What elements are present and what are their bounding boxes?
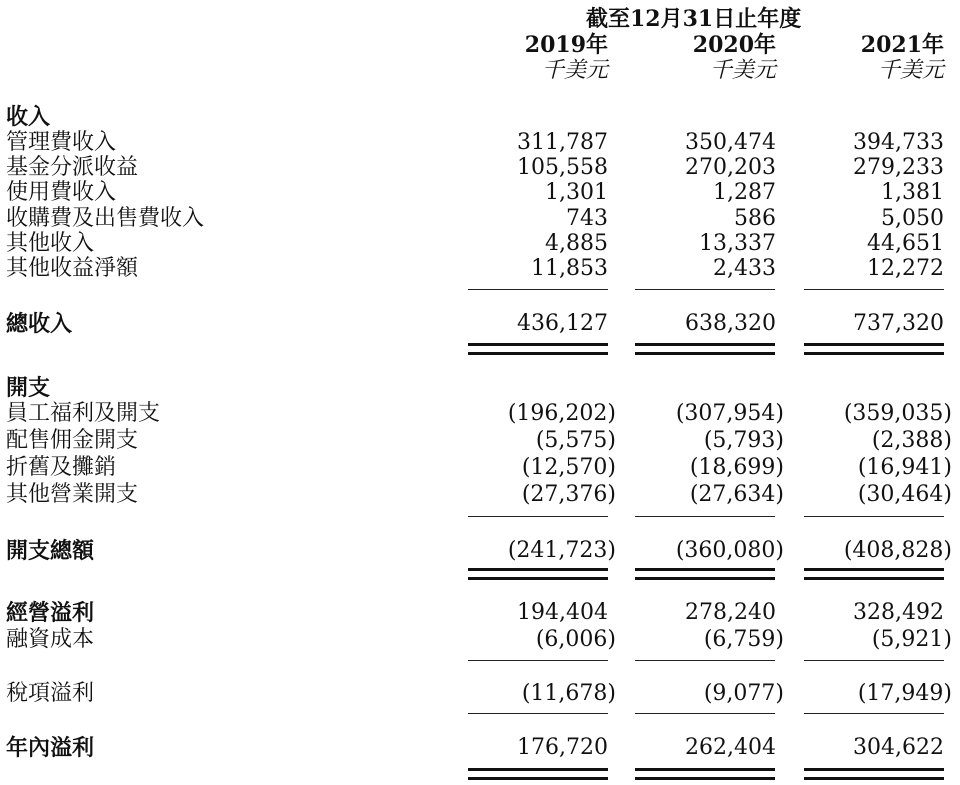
total-double-rule <box>635 568 775 580</box>
value-2021: 304,622 <box>853 735 944 760</box>
value-2021: (408,828) <box>843 538 952 563</box>
revenue-heading: 收入 <box>6 104 51 130</box>
value-2020: 638,320 <box>685 311 776 336</box>
value-2020: 350,474 <box>685 130 776 155</box>
total-double-rule <box>468 568 608 580</box>
value-2020: 262,404 <box>685 735 776 760</box>
value-2019: 4,885 <box>545 231 608 256</box>
total-double-rule <box>635 343 775 355</box>
value-2019: 11,853 <box>531 256 608 281</box>
subtotal-rule <box>468 713 608 714</box>
finance-cost-label: 融資成本 <box>6 627 95 652</box>
value-2021: 44,651 <box>867 231 944 256</box>
expenses-heading: 開支 <box>6 375 51 401</box>
unit-label-2021: 千美元 <box>877 58 944 83</box>
value-2020: 586 <box>734 206 776 231</box>
total-double-rule <box>804 568 944 580</box>
subtotal-rule <box>804 289 944 290</box>
value-2020: (9,077) <box>703 681 784 706</box>
row-label: 使用費收入 <box>6 180 117 205</box>
value-2020: 13,337 <box>699 231 776 256</box>
row-label: 其他收益淨額 <box>6 256 139 281</box>
row-label: 員工福利及開支 <box>6 401 161 426</box>
value-2019: (241,723) <box>507 538 616 563</box>
value-2019: 105,558 <box>517 155 608 180</box>
unit-label-2019: 千美元 <box>541 58 608 83</box>
profit-for-year-label: 年內溢利 <box>6 735 95 761</box>
year-header-2021: 2021年 <box>860 32 944 58</box>
value-2021: 1,381 <box>881 180 944 205</box>
value-2019: 311,787 <box>517 130 608 155</box>
row-label: 配售佣金開支 <box>6 428 139 453</box>
subtotal-rule <box>804 713 944 714</box>
value-2019: (12,570) <box>521 455 616 480</box>
value-2019: 1,301 <box>545 180 608 205</box>
value-2021: (5,921) <box>871 627 952 652</box>
row-label: 其他營業開支 <box>6 482 139 507</box>
total-expenses-label: 開支總額 <box>6 538 95 564</box>
value-2019: 743 <box>566 206 608 231</box>
value-2020: (360,080) <box>675 538 784 563</box>
value-2019: (11,678) <box>521 681 616 706</box>
total-double-rule <box>468 343 608 355</box>
operating-profit-label: 經營溢利 <box>6 600 95 626</box>
row-label: 其他收入 <box>6 231 95 256</box>
total-double-rule <box>635 768 775 780</box>
value-2020: 1,287 <box>713 180 776 205</box>
value-2021: (2,388) <box>871 428 952 453</box>
value-2019: 436,127 <box>517 311 608 336</box>
value-2021: 737,320 <box>853 311 944 336</box>
value-2020: (307,954) <box>675 401 784 426</box>
subtotal-rule <box>468 516 608 517</box>
value-2020: 278,240 <box>685 600 776 625</box>
row-label: 收購費及出售費收入 <box>6 206 205 231</box>
value-2019: (6,006) <box>535 627 616 652</box>
value-2019: (196,202) <box>507 401 616 426</box>
value-2020: (5,793) <box>703 428 784 453</box>
value-2021: 328,492 <box>853 600 944 625</box>
value-2020: 2,433 <box>713 256 776 281</box>
value-2019: (27,376) <box>521 482 616 507</box>
value-2020: 270,203 <box>685 155 776 180</box>
subtotal-rule <box>804 660 944 661</box>
value-2021: 5,050 <box>881 206 944 231</box>
value-2021: (30,464) <box>857 482 952 507</box>
value-2020: (6,759) <box>703 627 784 652</box>
year-header-2019: 2019年 <box>524 32 608 58</box>
row-label: 折舊及攤銷 <box>6 455 117 480</box>
subtotal-rule <box>804 516 944 517</box>
value-2021: 279,233 <box>853 155 944 180</box>
subtotal-rule <box>468 660 608 661</box>
value-2020: (27,634) <box>689 482 784 507</box>
unit-label-2020: 千美元 <box>709 58 776 83</box>
value-2021: (17,949) <box>857 681 952 706</box>
total-double-rule <box>804 768 944 780</box>
total-revenue-label: 總收入 <box>6 311 73 337</box>
year-header-2020: 2020年 <box>692 32 776 58</box>
tax-label: 稅項溢利 <box>6 681 95 706</box>
total-double-rule <box>804 343 944 355</box>
row-label: 管理費收入 <box>6 130 117 155</box>
value-2019: 194,404 <box>517 600 608 625</box>
value-2021: 394,733 <box>853 130 944 155</box>
value-2021: (16,941) <box>857 455 952 480</box>
subtotal-rule <box>635 713 775 714</box>
value-2019: (5,575) <box>535 428 616 453</box>
row-label: 基金分派收益 <box>6 155 139 180</box>
value-2020: (18,699) <box>689 455 784 480</box>
subtotal-rule <box>635 289 775 290</box>
value-2021: (359,035) <box>843 401 952 426</box>
total-double-rule <box>468 768 608 780</box>
value-2019: 176,720 <box>517 735 608 760</box>
subtotal-rule <box>635 516 775 517</box>
subtotal-rule <box>635 660 775 661</box>
subtotal-rule <box>468 289 608 290</box>
period-header: 截至12月31日止年度 <box>586 6 802 32</box>
value-2021: 12,272 <box>867 256 944 281</box>
